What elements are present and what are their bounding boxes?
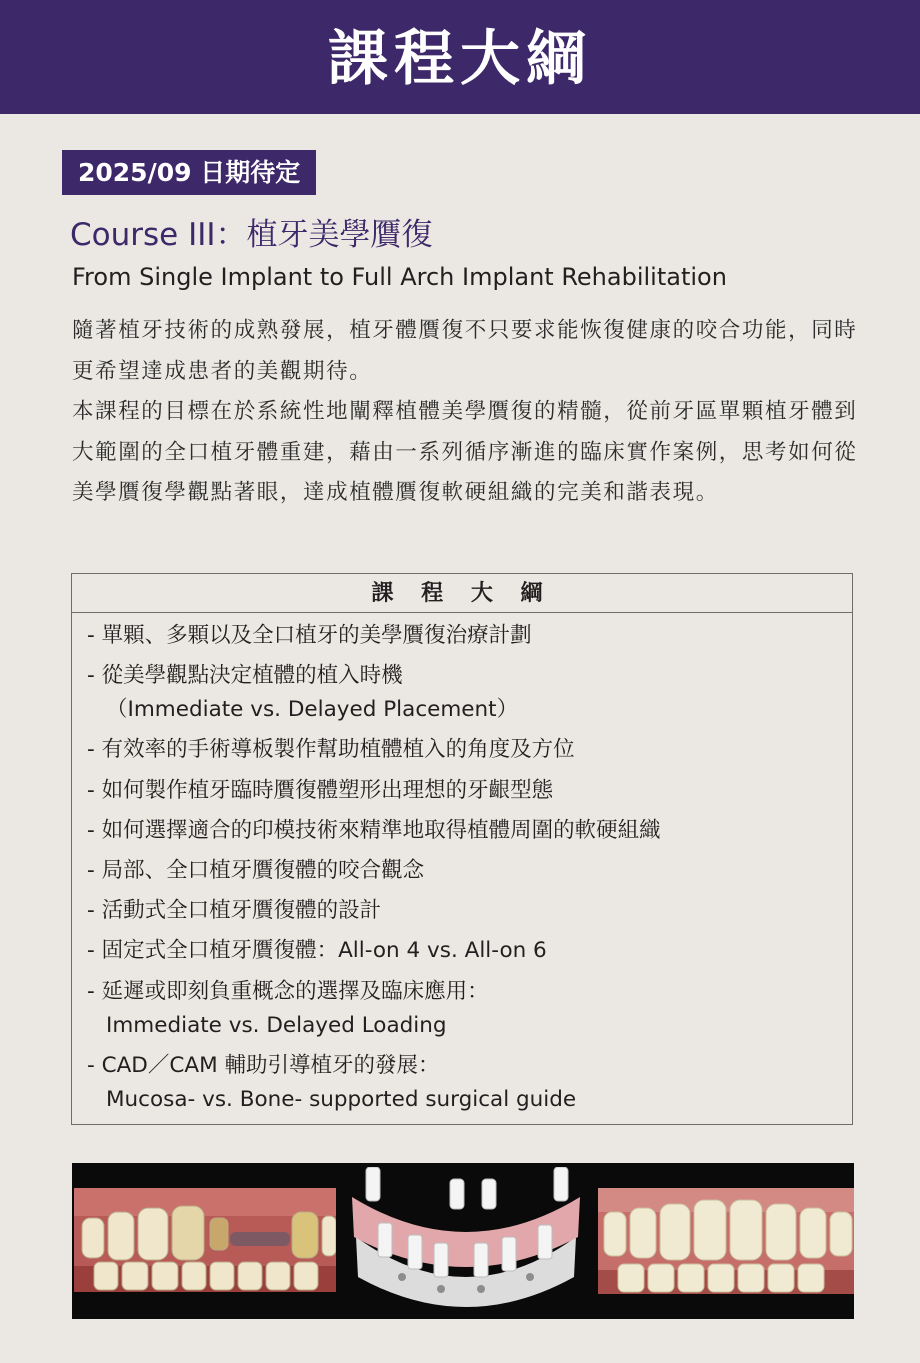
list-item [87,619,852,653]
implant-model-photo [342,1167,590,1317]
list-item [87,934,852,968]
list-item-text: - 單顆、多顆以及全口植牙的美學贋復治療計劃 [87,623,532,648]
list-item-text: - 局部、全口植牙贋復體的咬合觀念 [87,857,425,883]
list-item-subtext: Mucosa- vs. Bone- supported surgical guide [106,1086,577,1112]
list-item-text: - 有效率的手術導板製作幫助植體植入的角度及方位 [87,737,575,763]
course-subtitle: From Single Implant to Full Arch Implant Rehabilitation [72,263,727,291]
list-item [87,894,852,928]
list-item-text: - 從美學觀點決定植體的植入時機 [87,663,403,689]
course-title: Course III：植牙美學贋復 [70,217,433,253]
list-item-text: - 活動式全口植牙贋復體的設計 [87,898,382,924]
syllabus-list [72,613,852,1117]
list-item-subtext: （Immediate vs. Delayed Placement） [106,697,519,723]
dental-before-photo [74,1188,336,1292]
list-item [87,1049,852,1117]
syllabus-heading: 課 程 大 綱 [72,574,852,613]
intro-paragraph-2: 本課程的目標在於系統性地闡釋植體美學贋復的精髓，從前牙區單顆植牙體到大範圍的全口植牙體重建，藉由一系列循序漸進的臨床實作案例，思考如何從美學贋復學觀點著眼，達成植體贋復軟硬組織的完美和諧表現。 [72,399,858,506]
page-title: 課程大綱 [328,24,592,94]
header-banner [0,0,920,114]
list-item [87,854,852,888]
list-item-subtext: Immediate vs. Delayed Loading [106,1012,447,1038]
list-item [87,659,852,727]
intro-text [72,311,858,514]
list-item [87,975,852,1043]
list-item-text: - 如何製作植牙臨時贋復體塑形出理想的牙齦型態 [87,777,554,803]
photo-strip [72,1163,854,1319]
list-item-text: - 固定式全口植牙贋復體：All-on 4 vs. All-on 6 [87,938,547,964]
list-item [87,733,852,767]
list-item-text: - CAD／CAM 輔助引導植牙的發展： [87,1052,440,1078]
list-item [87,814,852,848]
list-item [87,774,852,808]
date-badge: 2025/09 日期待定 [62,150,316,195]
list-item-text: - 如何選擇適合的印模技術來精準地取得植體周圍的軟硬組織 [87,817,661,843]
intro-paragraph-1: 隨著植牙技術的成熟發展，植牙體贋復不只要求能恢復健康的咬合功能，同時更希望達成患者的美觀期待。 [72,318,858,384]
syllabus-box [71,573,853,1125]
list-item-text: - 延遲或即刻負重概念的選擇及臨床應用： [87,978,489,1004]
dental-after-photo [598,1188,854,1294]
